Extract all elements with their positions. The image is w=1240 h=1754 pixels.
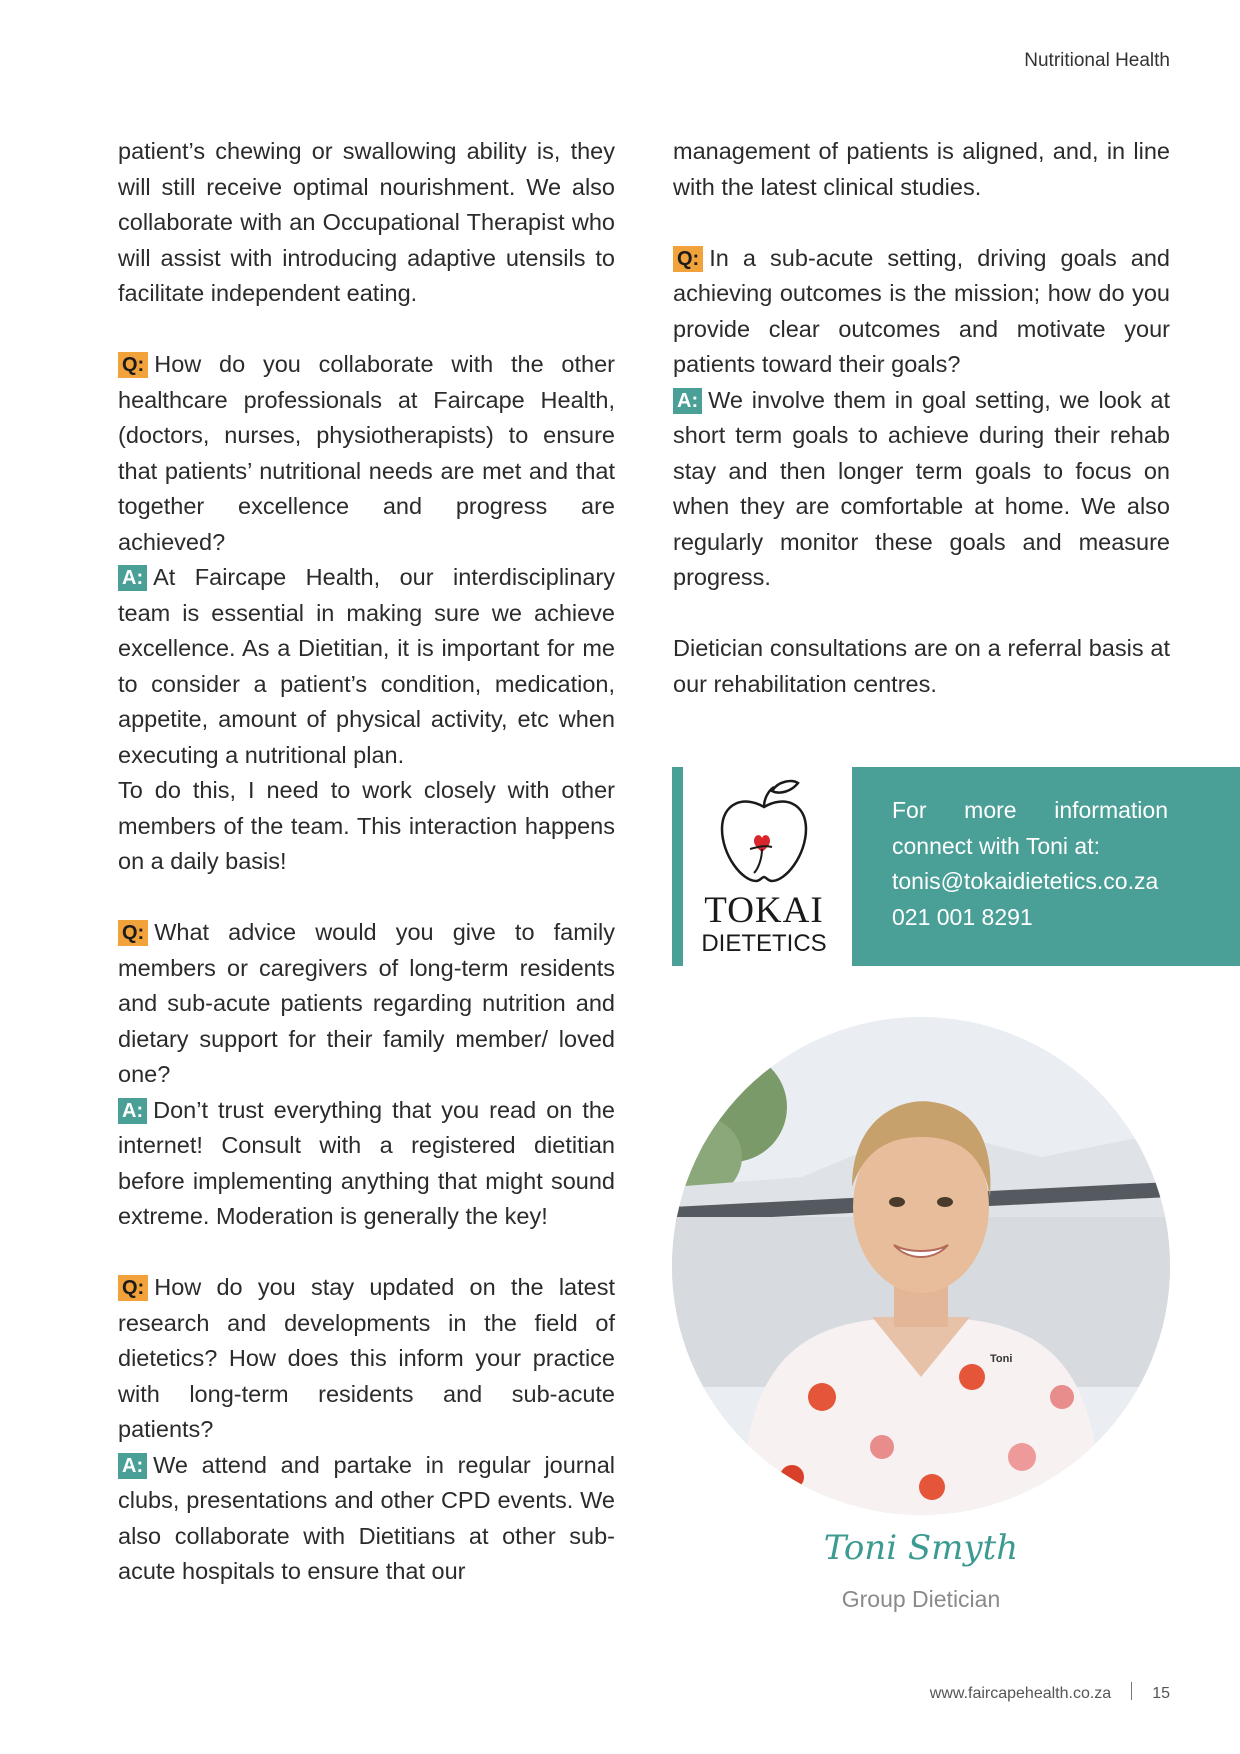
referral-note: Dietician consultations are on a referral basis at our rehabilitation centres.	[673, 635, 1170, 697]
contact-box	[672, 767, 1240, 966]
page-footer	[930, 1682, 1170, 1703]
answer-tag: A:	[118, 565, 147, 591]
question-tag: Q:	[118, 920, 148, 946]
left-column	[118, 134, 615, 1590]
website-link[interactable]: www.faircapehealth.co.za	[929, 1685, 1112, 1702]
question-1	[118, 347, 615, 560]
logo-wordmark: TOKAI	[704, 890, 824, 931]
tokai-logo	[694, 777, 834, 958]
answer-text: At Faircape Health, our interdisciplinary team is essential in making sure we achieve excellence. As a Dietitian, it is important for me to consider a patient’s condition, medication, appetite, amount of physical activity, etc when executing a nutritional plan.	[118, 564, 615, 768]
question-text: How do you collaborate with the other healthcare professionals at Faircape Health, (doctors, nurses, physiotherapists) to ensure that patients’ nutritional needs are met and that together excellence and progress are achieved?	[118, 351, 615, 555]
contact-phone[interactable]: 021 001 8291	[892, 903, 1033, 930]
signature: Toni Smyth	[823, 1528, 1019, 1568]
footer-divider	[1131, 1682, 1132, 1700]
answer-tag: A:	[118, 1453, 147, 1479]
question-2	[118, 915, 615, 1093]
answer-4	[673, 383, 1170, 596]
job-title: Group Dietician	[841, 1586, 1001, 1612]
logo-subtitle: DIETETICS	[701, 930, 827, 957]
answer-1	[118, 560, 615, 773]
answer-2	[118, 1093, 615, 1235]
answer-tag: A:	[118, 1098, 147, 1124]
question-tag: Q:	[118, 1275, 148, 1301]
question-4	[673, 241, 1170, 383]
section-title: Nutritional Health	[1024, 50, 1170, 71]
answer-text: We attend and partake in regular journal clubs, presentations and other CPD events. We also collaborate with Dietitians at other sub-acute hospitals to ensure that our	[118, 1451, 615, 1584]
answer-tag: A:	[673, 388, 702, 414]
contact-email[interactable]: tonis@tokaidietetics.co.za	[892, 868, 1159, 894]
info-line: connect with Toni at:	[892, 832, 1100, 859]
question-tag: Q:	[118, 352, 148, 378]
answer-1-continued: To do this, I need to work closely with other members of the team. This interaction happens on a daily basis!	[118, 777, 615, 874]
question-3	[118, 1270, 615, 1448]
right-column	[673, 134, 1170, 702]
contact-panel	[852, 767, 1240, 966]
paragraph: patient’s chewing or swallowing ability is, they will still receive optimal nourishment. We also collaborate with an Occupational Therapist who will assist with introducing adaptive utensils to facilitate independent eating.	[118, 138, 615, 306]
page-number: 15	[1152, 1685, 1170, 1702]
name-badge: Toni	[990, 1353, 1013, 1365]
answer-text: Don’t trust everything that you read on the internet! Consult with a registered dietitian before implementing anything that might sound extreme. Moderation is generally the key!	[118, 1096, 615, 1229]
profile-photo	[672, 1017, 1170, 1515]
question-text: In a sub-acute setting, driving goals and achieving outcomes is the mission; how do you provide clear outcomes and motivate your patients toward their goals?	[673, 244, 1170, 377]
question-tag: Q:	[673, 246, 703, 272]
answer-text: We involve them in goal setting, we look at short term goals to achieve during their rehab stay and then longer term goals to focus on when they are comfortable at home. We also regularly monitor these goals and measure progress.	[673, 386, 1170, 590]
question-text: What advice would you give to family members or caregivers of long-term residents and sub-acute patients regarding nutrition and dietary support for their family member/ loved one?	[118, 919, 615, 1087]
apple-heart-icon	[714, 777, 814, 887]
answer-3	[118, 1448, 615, 1590]
question-text: How do you stay updated on the latest research and developments in the field of dietetics? How does this inform your practice with long-term residents and sub-acute patients?	[118, 1274, 615, 1442]
paragraph: management of patients is aligned, and, in line with the latest clinical studies.	[673, 138, 1170, 200]
accent-bar	[672, 767, 683, 966]
info-line: For more information	[892, 797, 1168, 823]
